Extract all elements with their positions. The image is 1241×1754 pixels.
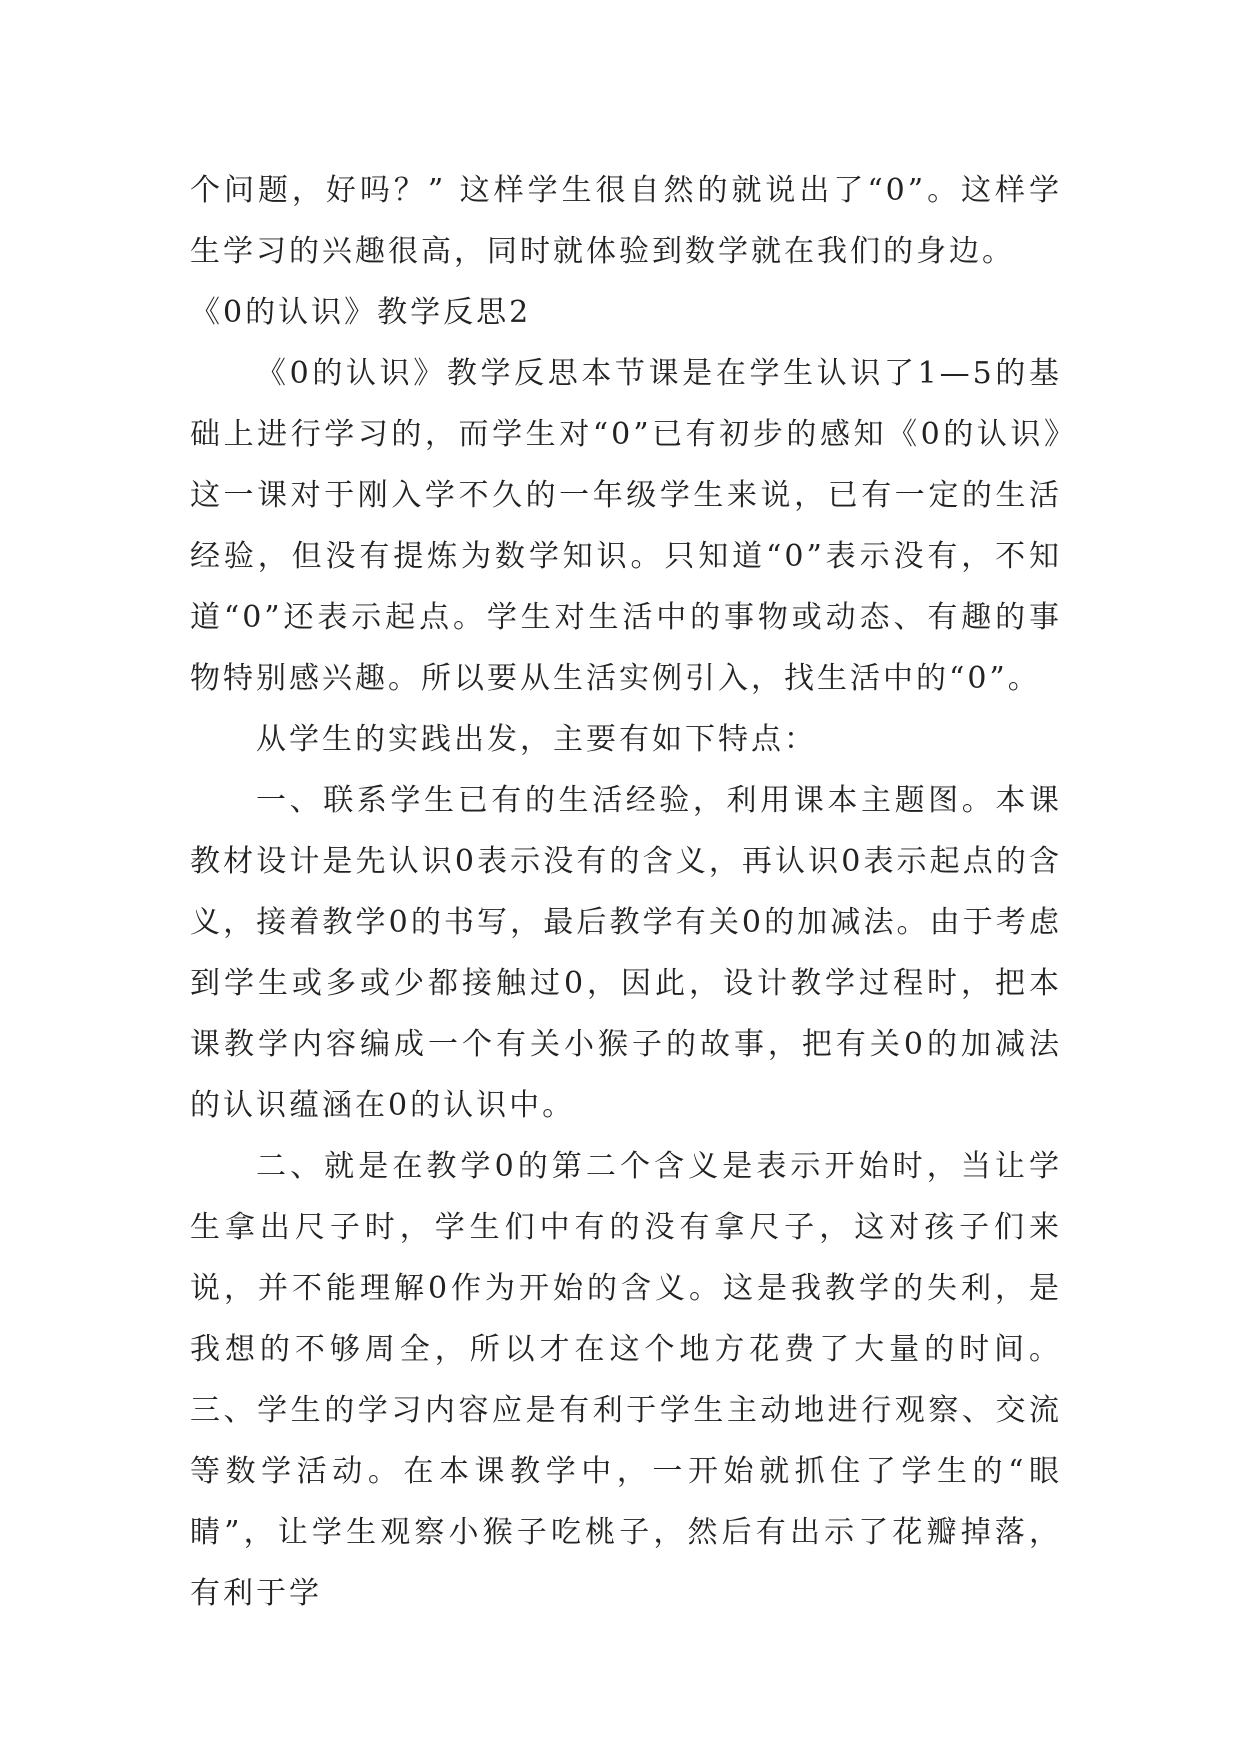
document-body (190, 160, 1062, 1624)
paragraph-continuation: 个问题，好吗？” 这样学生很自然的就说出了“0”。这样学生学习的兴趣很高，同时就体验到数学就在我们的身边。 (190, 173, 1062, 269)
paragraph-intro: 《0的认识》教学反思本节课是在学生认识了1—5的基础上进行学习的，而学生对“0”已有初步的感知《0的认识》这一课对于刚入学不久的一年级学生来说，已有一定的生活经验，但没有提炼为数学知识。只知道“0”表示没有，不知道“0”还表示起点。学生对生活中的事物或动态、有趣的事物特别感兴趣。所以要从生活实例引入，找生活中的“0”。 (190, 356, 1062, 696)
section-heading: 《0的认识》教学反思2 (190, 295, 532, 330)
paragraph-point-one: 一、联系学生已有的生活经验，利用课本主题图。本课教材设计是先认识0表示没有的含义，再认识0表示起点的含义，接着教学0的书写，最后教学有关0的加减法。由于考虑到学生或多或少都接触过0，因此，设计教学过程时，把本课教学内容编成一个有关小猴子的故事，把有关0的加减法的认识蕴涵在0的认识中。 (190, 783, 1062, 1123)
paragraph-features-lead: 从学生的实践出发，主要有如下特点： (256, 722, 817, 757)
paragraph-point-two: 二、就是在教学0的第二个含义是表示开始时，当让学生拿出尺子时，学生们中有的没有拿尺子，这对孩子们来说，并不能理解0作为开始的含义。这是我教学的失利，是我想的不够周全，所以才在这个地方花费了大量的时间。三、学生的学习内容应是有利于学生主动地进行观察、交流等数学活动。在本课教学中，一开始就抓住了学生的“眼睛”，让学生观察小猴子吃桃子，然后有出示了花瓣掉落，有利于学 (190, 1149, 1062, 1611)
